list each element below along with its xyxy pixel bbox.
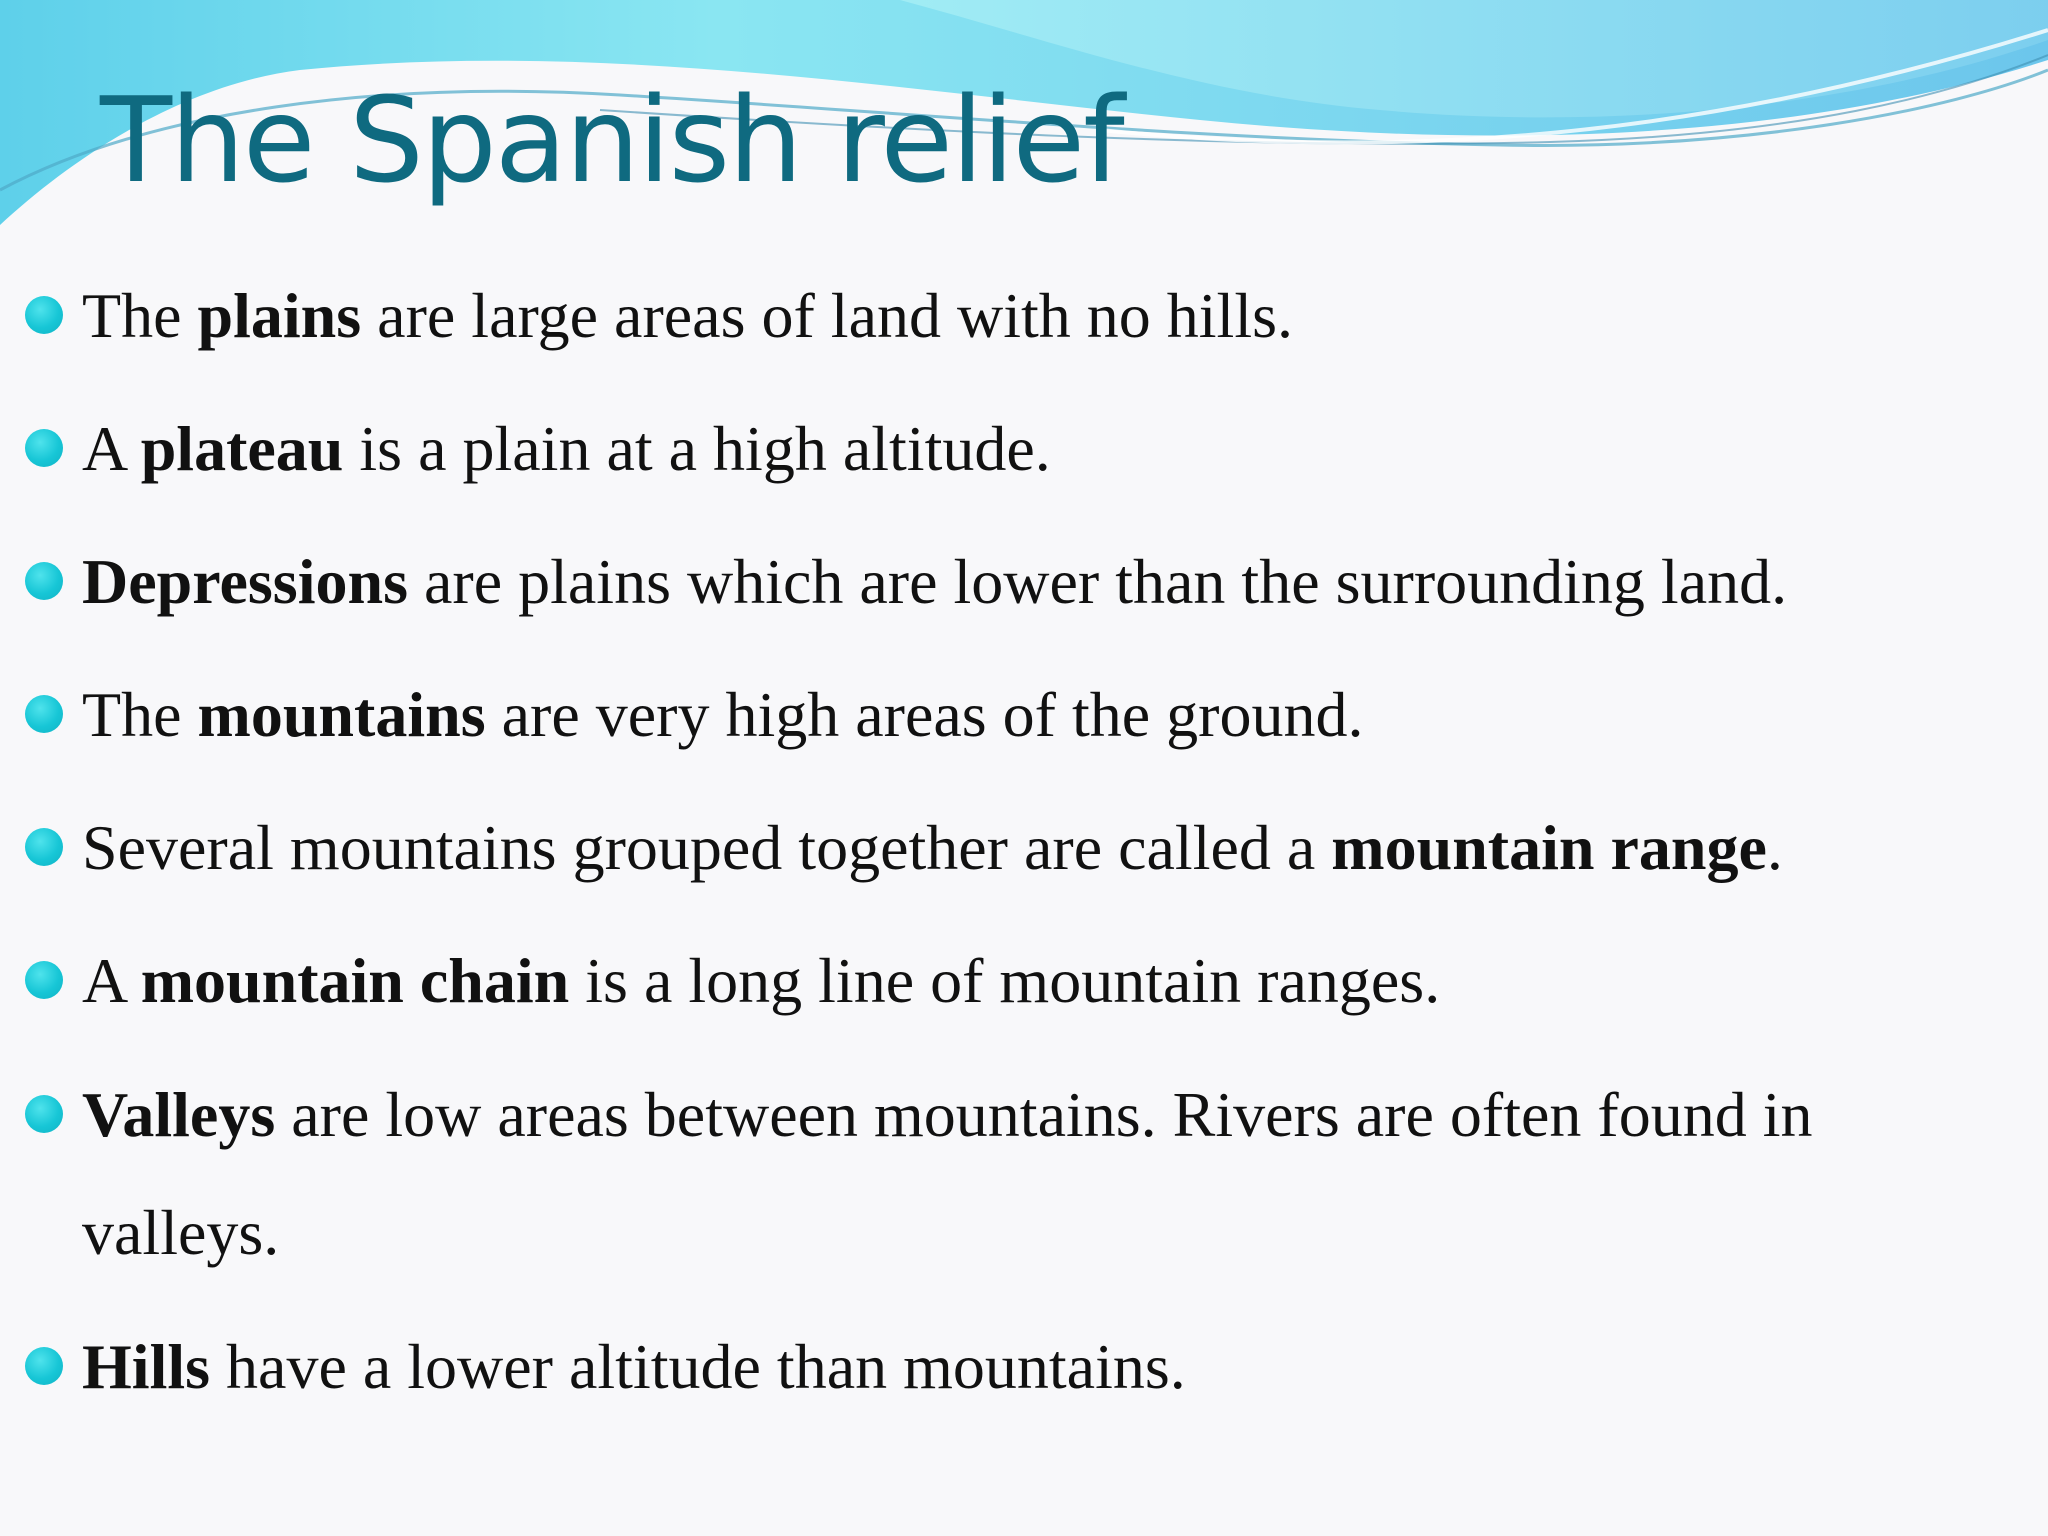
bullet-dot-icon	[25, 562, 63, 600]
bullet-dot-icon	[25, 828, 63, 866]
bullet-term: mountain range	[1331, 812, 1767, 883]
bullet-dot-icon	[25, 429, 63, 467]
bullet-term: plateau	[140, 413, 344, 484]
bullet-term: plains	[197, 280, 362, 351]
bullet-text: Hills have a lower altitude than mountains.	[82, 1331, 1186, 1402]
bullet-dot-icon	[25, 1095, 63, 1133]
slide-title: The Spanish relief	[100, 71, 1123, 209]
bullet-term: mountains	[197, 679, 486, 750]
bullet-term: mountain chain	[140, 945, 570, 1016]
bullet-dot-icon	[25, 961, 63, 999]
bullet-text-continuation: valleys.	[82, 1197, 280, 1268]
bullet-text: Several mountains grouped together are called a mountain range.	[82, 812, 1783, 883]
bullet-dot-icon	[25, 296, 63, 334]
bullet-term: Valleys	[82, 1079, 276, 1150]
bullet-term: Hills	[82, 1331, 211, 1402]
bullet-text: Depressions are plains which are lower than the surrounding land.	[82, 546, 1788, 617]
bullet-text: A plateau is a plain at a high altitude.	[82, 413, 1051, 484]
bullet-text: A mountain chain is a long line of mountain ranges.	[82, 945, 1441, 1016]
bullet-dot-icon	[25, 1347, 63, 1385]
bullet-dot-icon	[25, 695, 63, 733]
bullet-text: Valleys are low areas between mountains. Rivers are often found in	[82, 1079, 1813, 1150]
bullet-text: The plains are large areas of land with no hills.	[82, 280, 1293, 351]
bullet-term: Depressions	[82, 546, 408, 617]
bullet-text: The mountains are very high areas of the ground.	[82, 679, 1364, 750]
